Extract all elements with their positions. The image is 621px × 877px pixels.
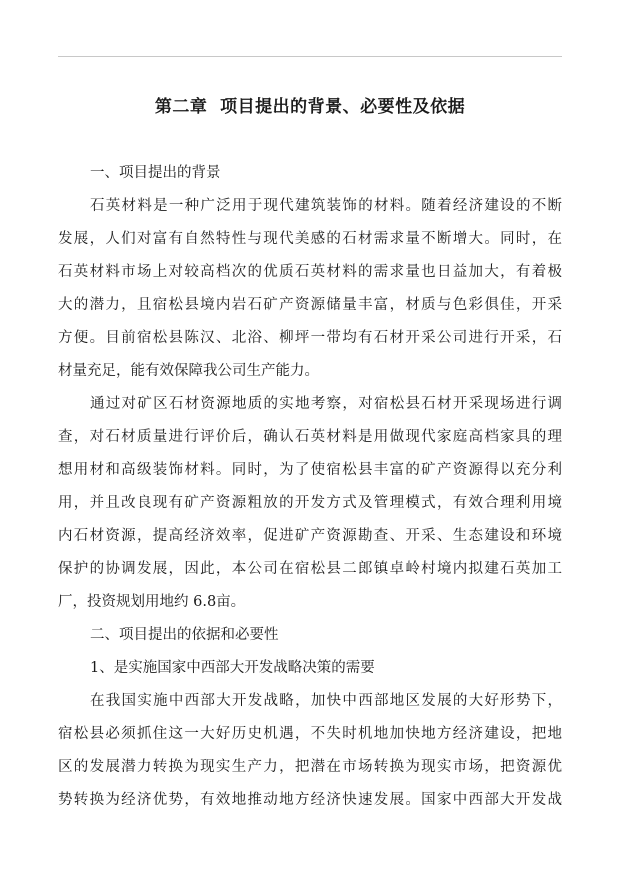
para-3-line-4: 势转换为经济优势，有效地推动地方经济快速发展。国家中西部大开发战: [58, 792, 562, 808]
para-1-line-2: 发展，人们对富有自然特性与现代美感的石材需求量不断增大。同时，在: [58, 231, 562, 247]
para-2-line-2: 查，对石材质量进行评价后，确认石英材料是用做现代家庭高档家具的理: [58, 429, 562, 445]
section-heading-background: 一、项目提出的背景: [90, 165, 221, 181]
para-3-line-3: 区的发展潜力转换为现实生产力，把潜在市场转换为现实市场，把资源优: [58, 759, 562, 775]
section-heading-basis: 二、项目提出的依据和必要性: [90, 627, 279, 643]
header-rule: [58, 56, 562, 57]
chapter-title: 第二章 项目提出的背景、必要性及依据: [154, 97, 466, 117]
para-2-line-6: 保护的协调发展，因此，本公司在宿松县二郎镇卓岭村境内拟建石英加工: [58, 561, 562, 577]
subsection-heading-1: 1、是实施国家中西部大开发战略决策的需要: [90, 660, 375, 676]
para-2-line-7: 厂，投资规划用地约 6.8亩。: [58, 594, 246, 610]
para-3-line-1: 在我国实施中西部大开发战略，加快中西部地区发展的大好形势下，: [90, 693, 562, 709]
para-2-line-3: 想用材和高级装饰材料。同时，为了使宿松县丰富的矿产资源得以充分利: [58, 462, 562, 478]
para-2-line-4: 用，并且改良现有矿产资源粗放的开发方式及管理模式，有效合理利用境: [58, 495, 562, 511]
para-2-line-5: 内石材资源，提高经济效率，促进矿产资源勘查、开采、生态建设和环境: [58, 528, 562, 544]
para-1-line-3: 石英材料市场上对较高档次的优质石英材料的需求量也日益加大，有着极: [58, 264, 562, 280]
para-2-line-1: 通过对矿区石材资源地质的实地考察，对宿松县石材开采现场进行调: [90, 396, 562, 412]
para-3-line-2: 宿松县必须抓住这一大好历史机遇，不失时机地加快地方经济建设，把地: [58, 726, 562, 742]
para-1-line-4: 大的潜力，且宿松县境内岩石矿产资源储量丰富，材质与色彩俱佳，开采: [58, 297, 562, 313]
para-1-line-5: 方便。目前宿松县陈汉、北浴、柳坪一带均有石材开采公司进行开采，石: [58, 330, 562, 346]
para-1-line-6: 材量充足，能有效保障我公司生产能力。: [58, 363, 319, 379]
para-1-line-1: 石英材料是一种广泛用于现代建筑装饰的材料。随着经济建设的不断: [90, 198, 562, 214]
